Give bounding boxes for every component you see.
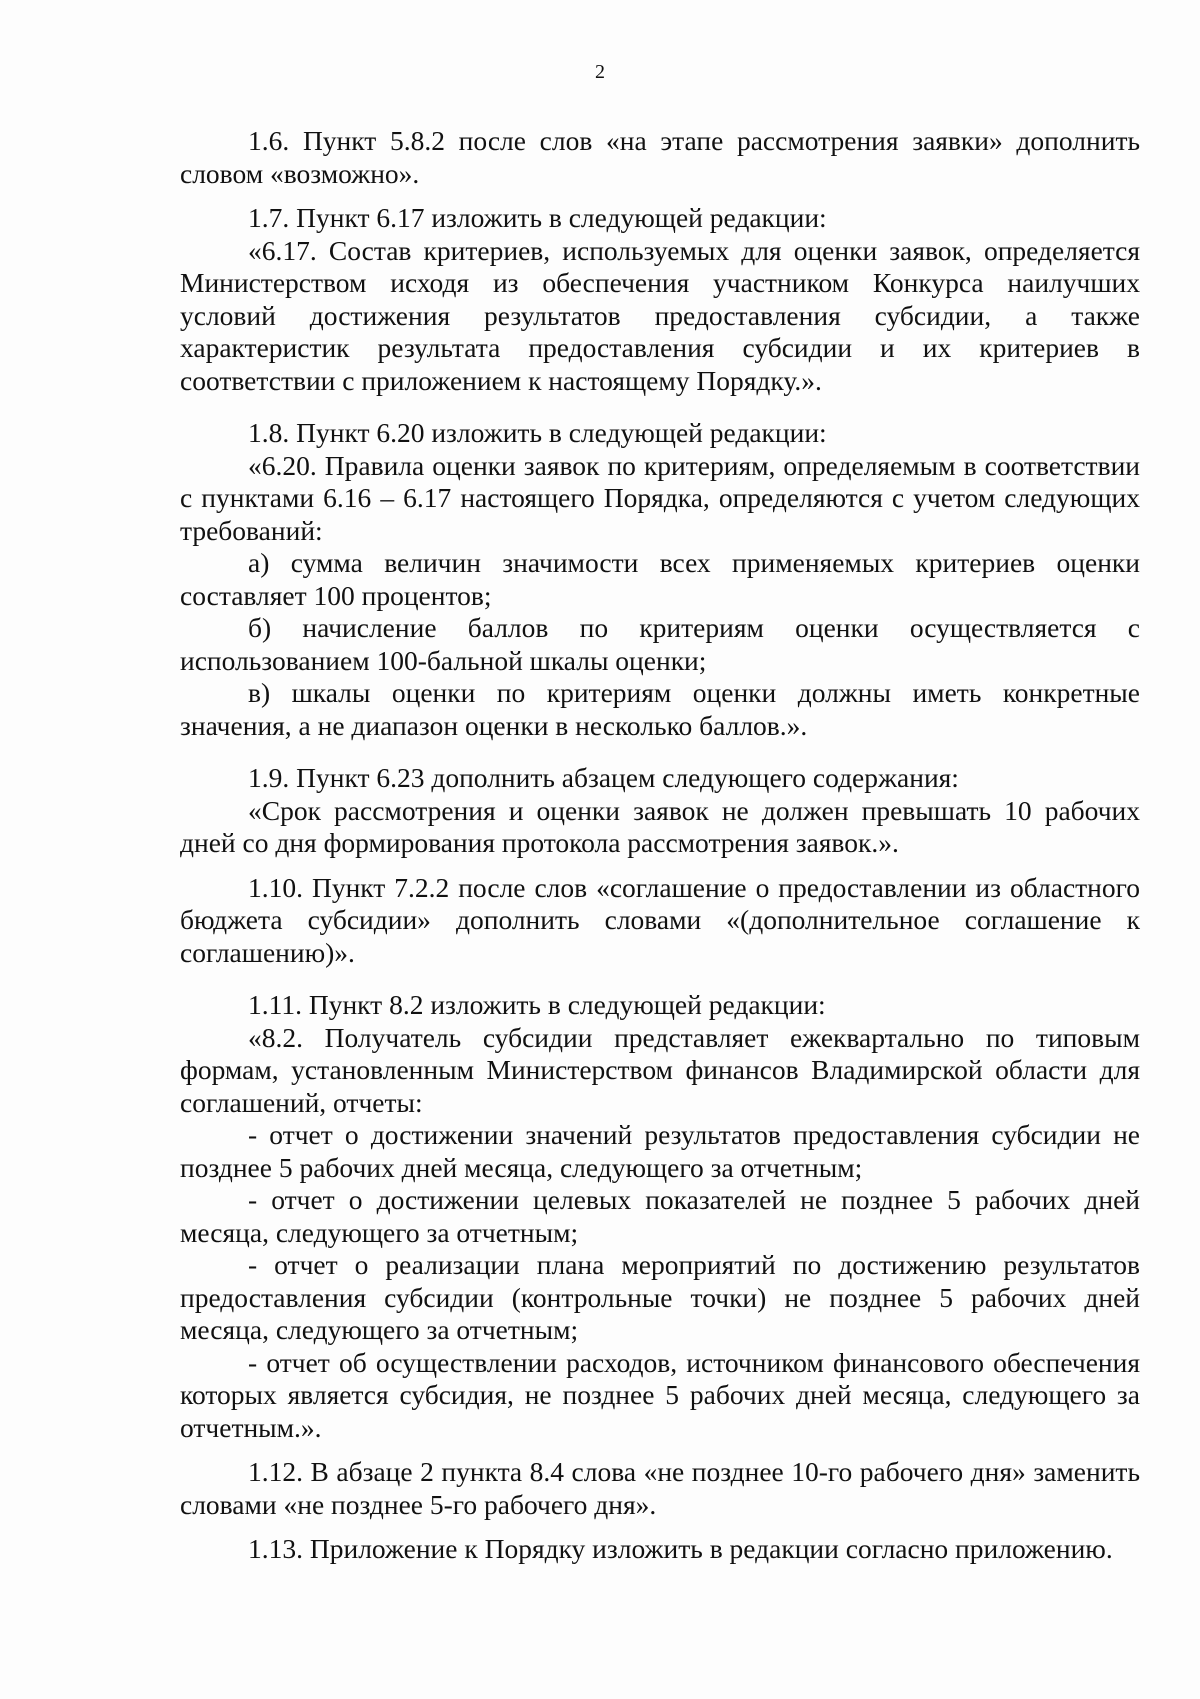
paragraph-1-8: 1.8. Пункт 6.20 изложить в следующей редакции: xyxy=(248,417,827,448)
list-item-b: б) начисление баллов по критериям оценки осуществляется с использованием 100-бальной шкалы оценки; xyxy=(180,612,1140,676)
list-item-a: а) сумма величин значимости всех применяемых критериев оценки составляет 100 процентов; xyxy=(180,547,1140,611)
report-item-1: - отчет о достижении значений результатов предоставления субсидии не позднее 5 рабочих дней месяца, следующего за отчетным; xyxy=(180,1119,1140,1183)
paragraph-6-23-text: «Срок рассмотрения и оценки заявок не должен превышать 10 рабочих дней со дня формирования протокола рассмотрения заявок.». xyxy=(180,794,1140,858)
paragraph-6-17-text: «6.17. Состав критериев, используемых для оценки заявок, определяется Министерством исходя из обеспечения участником Конкурса наилучших условий достижения результатов предоставления субсидии, а также характеристик результата предоставления субсидии и их критериев в соответствии с приложением к настоящему Порядку.». xyxy=(180,234,1140,396)
paragraph-1-9: 1.9. Пункт 6.23 дополнить абзацем следующего содержания: xyxy=(248,762,959,793)
page-number: 2 xyxy=(595,61,605,83)
paragraph-1-12: 1.12. В абзаце 2 пункта 8.4 слова «не позднее 10-го рабочего дня» заменить словами «не позднее 5-го рабочего дня». xyxy=(180,1456,1140,1520)
paragraph-1-6: 1.6. Пункт 5.8.2 после слов «на этапе рассмотрения заявки» дополнить словом «возможно». xyxy=(180,125,1140,189)
document-body xyxy=(180,125,1140,1566)
report-item-3: - отчет о реализации плана мероприятий по достижению результатов предоставления субсидии (контрольные точки) не позднее 5 рабочих дней месяца, следующего за отчетным; xyxy=(180,1249,1140,1345)
report-item-2: - отчет о достижении целевых показателей не позднее 5 рабочих дней месяца, следующего за отчетным; xyxy=(180,1184,1140,1248)
paragraph-1-10: 1.10. Пункт 7.2.2 после слов «соглашение о предоставлении из областного бюджета субсидии» дополнить словами «(дополнительное соглашение к соглашению)». xyxy=(180,871,1140,968)
report-item-4: - отчет об осуществлении расходов, источником финансового обеспечения которых является субсидия, не позднее 5 рабочих дней месяца, следующего за отчетным.». xyxy=(180,1346,1140,1443)
paragraph-8-2-text: «8.2. Получатель субсидии представляет ежеквартально по типовым формам, установленным Министерством финансов Владимирской области для соглашений, отчеты: xyxy=(180,1021,1140,1118)
list-item-v: в) шкалы оценки по критериям оценки должны иметь конкретные значения, а не диапазон оценки в несколько баллов.». xyxy=(180,677,1140,741)
paragraph-1-11: 1.11. Пункт 8.2 изложить в следующей редакции: xyxy=(248,989,826,1020)
paragraph-1-13: 1.13. Приложение к Порядку изложить в редакции согласно приложению. xyxy=(248,1533,1113,1564)
paragraph-6-20-text: «6.20. Правила оценки заявок по критериям, определяемым в соответствии с пунктами 6.16 – 6.17 настоящего Порядка, определяются с учетом следующих требований: xyxy=(180,449,1140,546)
paragraph-1-7: 1.7. Пункт 6.17 изложить в следующей редакции: xyxy=(248,202,827,233)
